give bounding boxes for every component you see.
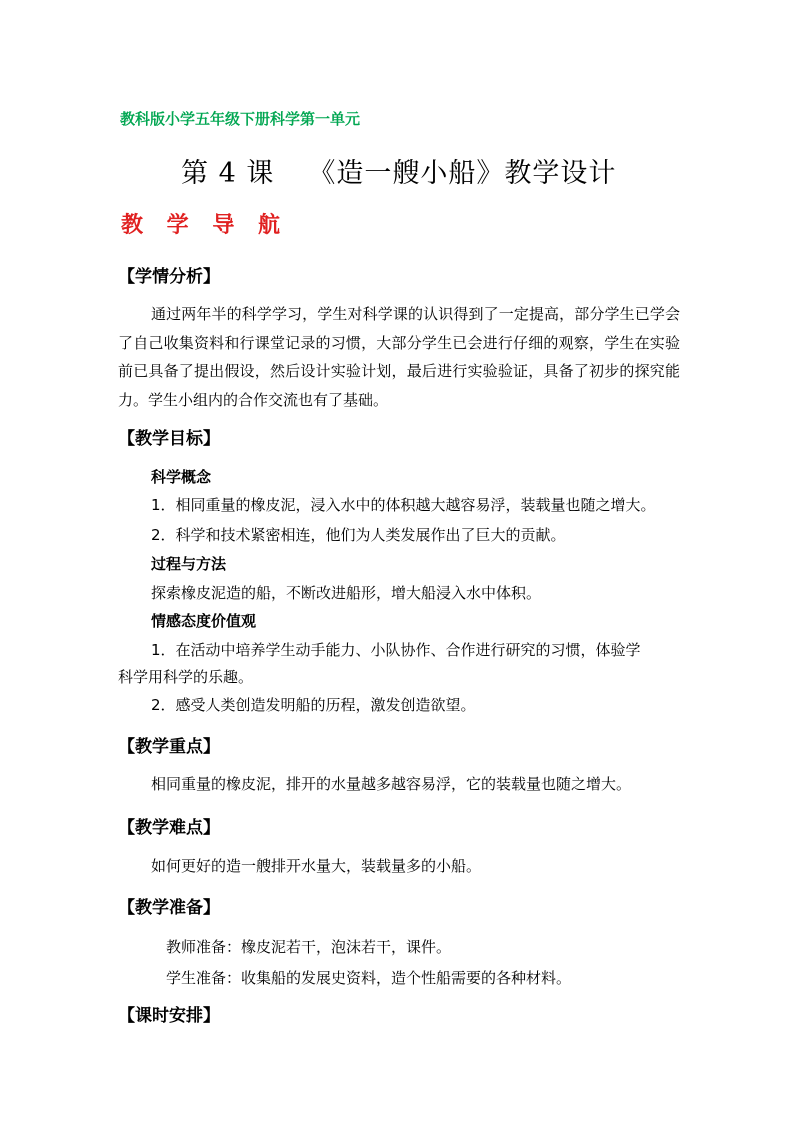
process-item-1: 探索橡皮泥造的船，不断改进船形，增大船浸入水中体积。 bbox=[151, 584, 542, 602]
section-heading-difficulty: 【教学难点】 bbox=[118, 818, 220, 838]
goal-subheading-attitude: 情感态度价值观 bbox=[151, 612, 257, 630]
attitude-item-2: 2．感受人类创造发明船的历程，激发创造欲望。 bbox=[151, 696, 476, 714]
series-label: 教科版小学五年级下册科学第一单元 bbox=[120, 110, 361, 128]
teaching-nav-heading: 教 学 导 航 bbox=[121, 212, 288, 238]
attitude-item-1: 1．在活动中培养学生动手能力、小队协作、合作进行研究的习惯，体验学 bbox=[151, 641, 641, 659]
goal-subheading-concept: 科学概念 bbox=[151, 468, 212, 486]
student-preparation: 学生准备：收集船的发展史资料，造个性船需要的各种材料。 bbox=[166, 969, 572, 987]
lesson-title: 《造一艘小船》教学设计 bbox=[308, 158, 617, 189]
analysis-paragraph: 通过两年半的科学学习，学生对科学课的认识得到了一定提高，部分学生已学会了自己收集资料和行课堂记录的习惯，大部分学生已会进行仔细的观察，学生在实验前已具备了提出假设，然后设计实验计划，最后进行实验验证，具备了初步的探究能力。学生小组内的合作交流也有了基础。 bbox=[118, 305, 680, 409]
section-heading-schedule: 【课时安排】 bbox=[118, 1006, 220, 1026]
key-point-text: 相同重量的橡皮泥，排开的水量越多越容易浮，它的装载量也随之增大。 bbox=[151, 775, 632, 793]
difficulty-text: 如何更好的造一艘排开水量大，装载量多的小船。 bbox=[151, 857, 482, 875]
concept-item-1: 1．相同重量的橡皮泥，浸入水中的体积越大越容易浮，装载量也随之增大。 bbox=[151, 496, 656, 514]
document-title bbox=[181, 151, 616, 190]
section-heading-analysis: 【学情分析】 bbox=[118, 267, 220, 287]
section-heading-goals: 【教学目标】 bbox=[118, 429, 220, 449]
section-heading-key-point: 【教学重点】 bbox=[118, 737, 220, 757]
goal-subheading-process: 过程与方法 bbox=[151, 555, 227, 573]
concept-item-2: 2．科学和技术紧密相连，他们为人类发展作出了巨大的贡献。 bbox=[151, 526, 566, 544]
teacher-preparation: 教师准备：橡皮泥若干，泡沫若干，课件。 bbox=[166, 938, 452, 956]
lesson-number: 第 4 课 bbox=[181, 158, 275, 189]
section-heading-preparation: 【教学准备】 bbox=[118, 898, 220, 918]
attitude-item-1-continued: 科学用科学的乐趣。 bbox=[118, 668, 254, 686]
